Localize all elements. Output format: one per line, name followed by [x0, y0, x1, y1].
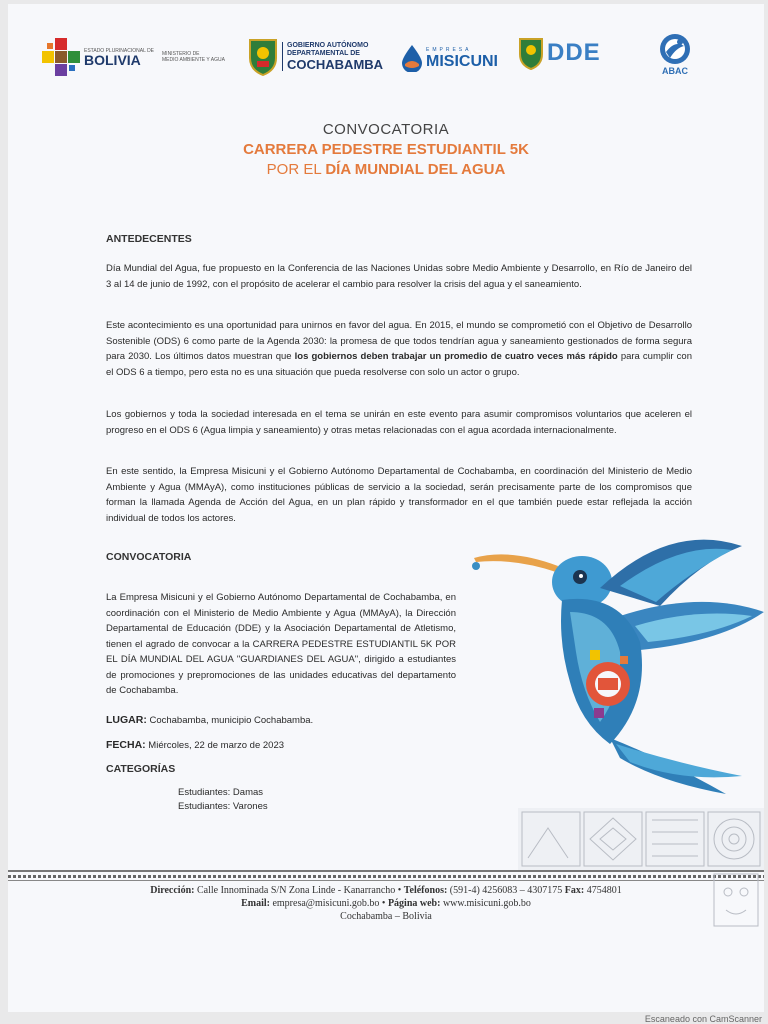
scanner-watermark: Escaneado con CamScanner	[644, 1014, 762, 1024]
title-carrera: CARRERA PEDESTRE ESTUDIANTIL 5K	[243, 141, 529, 158]
cocha-big-text: COCHABAMBA	[287, 56, 384, 72]
fecha-label: FECHA:	[106, 739, 146, 751]
footer-divider-pattern	[8, 875, 764, 878]
document-page	[8, 4, 764, 1012]
abac-text: ABAC	[662, 66, 688, 76]
categorias-heading: CATEGORÍAS	[106, 763, 176, 775]
antecedentes-p2-end: para cumplir con el ODS 6 a tiempo, pero esta no es una situación que pueda resolverse con solo un actor o grupo.	[106, 351, 692, 378]
abac-logo	[656, 32, 694, 76]
antecedentes-p2-start: Este acontecimiento es una oportunidad para unirnos en favor del agua. En 2015, el mundo se comprometió con el Objetivo de Desarrollo Sostenible (ODS) 6 como parte de la Agenda 2030: la promesa de que todos tendrían agua y saneamiento gestionados de forma segura para 2030. Los últimos datos muestran que	[106, 320, 692, 362]
category-damas: Estudiantes: Damas	[178, 787, 264, 798]
antecedentes-paragraph-2	[106, 318, 692, 380]
footer-web-label: Página web:	[387, 898, 441, 909]
footer-dir-label: Dirección:	[150, 885, 195, 896]
footer-divider-top	[8, 870, 764, 872]
fecha-value: Miércoles, 22 de marzo de 2023	[145, 740, 285, 751]
footer-city: Cochabamba – Bolivia	[340, 911, 432, 922]
misicuni-logo	[400, 44, 498, 72]
footer-tel-label: Teléfonos:	[403, 885, 448, 896]
abac-runner-icon	[656, 32, 694, 66]
water-drop-icon	[400, 44, 424, 72]
footer-address-line	[8, 884, 764, 897]
bolivia-big-text: BOLIVIA	[84, 51, 141, 68]
category-varones: Estudiantes: Varones	[178, 801, 268, 812]
lugar-value: Cochabamba, municipio Cochabamba.	[146, 715, 314, 726]
antecedentes-paragraph-1: Día Mundial del Agua, fue propuesto en la Conferencia de las Naciones Unidas sobre Medio Ambiente y Desarrollo, en Río de Janeiro del 3 al 14 de junio de 1992, con el propósito de acelerar el cambio para resolver la crisis del agua y el saneamiento.	[106, 263, 692, 290]
convocatoria-paragraph: La Empresa Misicuni y el Gobierno Autónomo Departamental de Cochabamba, en coordinación con el Ministerio de Medio Ambiente y Agua (MMAyA), la Dirección Departamental de Educación (DDE) y la Asociación Departamental de Atletismo, tienen el agrado de convocar a la CARRERA PEDESTRE ESTUDIANTIL 5K POR EL DÍA MUNDIAL DEL AGUA "GUARDIANES DEL AGUA", dirigido a estudiantes de promociones y prepromociones de las unidades educativas del departamento de Cochabamba.	[106, 592, 456, 696]
footer-fax-label: Fax:	[564, 885, 585, 896]
footer-fax-value: 4754801	[584, 885, 622, 896]
title-convocatoria: CONVOCATORIA	[322, 121, 450, 138]
decorative-pattern	[518, 808, 764, 870]
misicuni-small-text: EMPRESA	[426, 46, 472, 53]
bolivia-small-text: ESTADO PLURINACIONAL DE	[84, 47, 155, 54]
lugar-label: LUGAR:	[106, 714, 147, 726]
cochabamba-shield-icon	[248, 36, 278, 76]
bolivia-logo	[42, 38, 225, 76]
footer-tel-value: (591-4) 4256083 – 4307175	[447, 885, 565, 896]
ministerio-line1: MINISTERIO DE	[162, 51, 200, 57]
misicuni-big-text: MISICUNI	[426, 52, 498, 70]
dde-shield-icon	[518, 36, 544, 70]
cocha-line1: GOBIERNO AUTÓNOMO	[287, 41, 369, 49]
antecedentes-p2-bold: los gobiernos deben trabajar un promedio de cuatro veces más rápido	[294, 351, 618, 362]
antecedentes-paragraph-4: En este sentido, la Empresa Misicuni y el Gobierno Autónomo Departamental de Cochabamba, en coordinación del Ministerio de Medio Ambiente y Agua (MMAyA), como instituciones públicas de servicio a la sociedad, serán precisamente parte de los compromisos que forman la llamada Agenda de Acción del Agua, en un plan rápido y transformador en el que también puede estar reflejada la acción individual de todos los actores.	[106, 466, 692, 524]
dde-text: DDE	[547, 39, 601, 66]
face-motif	[712, 872, 760, 928]
footer-divider-bottom	[8, 880, 764, 881]
footer-email-value: empresa@misicuni.gob.bo •	[269, 898, 388, 909]
title-dia-mundial	[8, 161, 764, 178]
cochabamba-logo	[248, 36, 383, 76]
footer-dir-value: Calle Innominada S/N Zona Linde - Kanarrancho •	[194, 885, 404, 896]
logo-row	[8, 32, 764, 92]
ministerio-line2: MEDIO AMBIENTE Y AGUA	[162, 57, 225, 63]
footer-contact-line	[8, 897, 764, 910]
footer-web-value: www.misicuni.gob.bo	[440, 898, 531, 909]
footer-email-label: Email:	[241, 898, 270, 909]
antecedentes-paragraph-3: Los gobiernos y toda la sociedad interesada en el tema se unirán en este evento para asumir compromisos voluntarios que aceleren el progreso en el ODS 6 (Agua limpia y saneamiento) y otras metas relacionadas con el agua acordada internacionalmente.	[106, 409, 692, 436]
convocatoria-heading: CONVOCATORIA	[106, 551, 192, 563]
cocha-line2: DEPARTAMENTAL DE	[287, 49, 360, 57]
lugar-field	[106, 714, 313, 726]
fecha-field	[106, 739, 284, 751]
title-line3-prefix: POR EL	[266, 161, 326, 178]
dde-logo	[518, 36, 601, 70]
bolivia-emblem-icon	[42, 38, 80, 76]
antecedentes-heading: ANTEDECENTES	[106, 233, 192, 245]
hummingbird-illustration	[470, 532, 764, 804]
title-line3-bold: DÍA MUNDIAL DEL AGUA	[325, 161, 506, 178]
